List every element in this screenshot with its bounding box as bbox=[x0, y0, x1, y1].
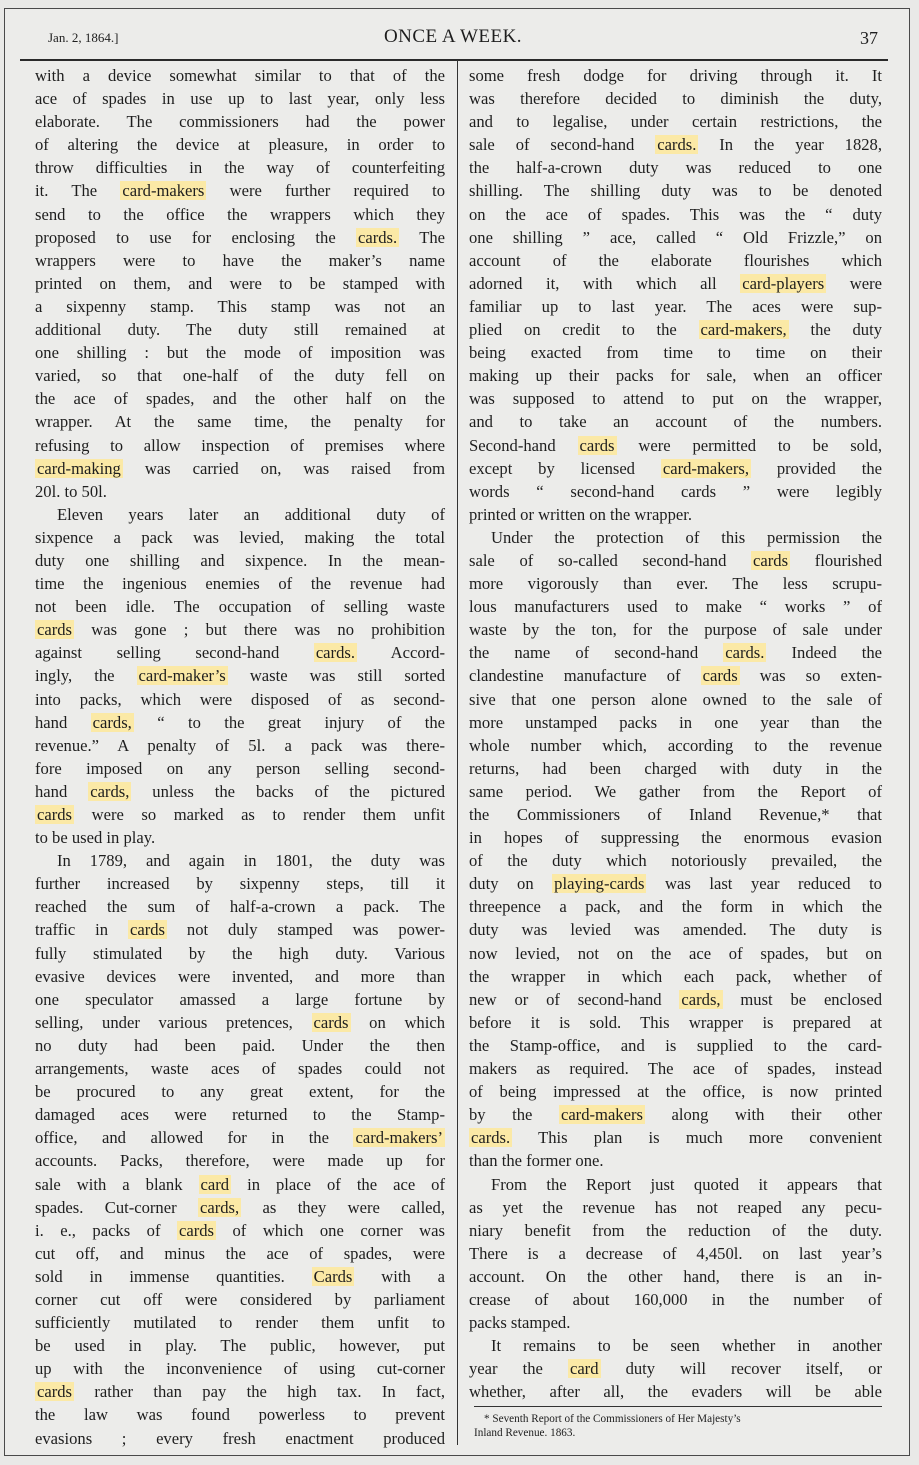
text-line: threepence a pack, and the form in which the bbox=[469, 897, 882, 917]
text-line: revenue.” A penalty of 5l. a pack was there- bbox=[35, 735, 445, 755]
text-line: sold in immense quantities. Cards with a bbox=[35, 1266, 445, 1286]
text-line: printed or written on the wrapper. bbox=[469, 504, 693, 524]
text-line: be procured to any great extent, for the bbox=[35, 1082, 445, 1102]
text-line: plied on credit to the card-makers, the duty bbox=[469, 320, 883, 340]
text-line: ace of spades in use up to last year, only less bbox=[35, 89, 445, 109]
text-line: evasions ; every fresh enactment produced bbox=[35, 1428, 445, 1448]
text-line: no duty had been paid. Under the then bbox=[35, 1035, 445, 1055]
highlighted-term[interactable]: cards, bbox=[92, 712, 132, 732]
text-line: one shilling ” ace, called “ Old Frizzle,” on bbox=[469, 227, 882, 247]
text-line: new or of second-hand cards, must be enclosed bbox=[469, 989, 883, 1009]
left-column bbox=[35, 64, 445, 1450]
highlighted-term[interactable]: card-makers bbox=[122, 181, 205, 201]
text-line: some fresh dodge for driving through it. It bbox=[469, 66, 882, 85]
highlighted-term[interactable]: card-makers bbox=[560, 1105, 643, 1125]
text-line: refusing to allow inspection of premises where bbox=[35, 435, 445, 455]
text-line: additional duty. The duty still remained at bbox=[35, 320, 445, 340]
text-line: year the card duty will recover itself, or bbox=[469, 1359, 883, 1379]
highlighted-term[interactable]: cards bbox=[579, 435, 615, 455]
text-line: the name of second-hand cards. Indeed the bbox=[469, 643, 882, 663]
highlighted-term[interactable]: cards, bbox=[199, 1197, 240, 1217]
text-line: elaborate. The commissioners had the power bbox=[35, 112, 445, 132]
text-line: hand cards, “ to the great injury of the bbox=[35, 712, 446, 732]
text-line: spades. Cut-corner cards, as they were called, bbox=[35, 1197, 445, 1217]
highlighted-term[interactable]: cards bbox=[753, 550, 789, 570]
text-line: In 1789, and again in 1801, the duty was bbox=[57, 851, 445, 871]
text-line: the law was found powerless to prevent bbox=[35, 1405, 445, 1425]
text-line: before it is sold. This wrapper is prepared at bbox=[469, 1012, 882, 1032]
footnote-line: * Seventh Report of the Commissioners of Her Majesty’s bbox=[484, 1413, 741, 1425]
text-line: arrangements, waste aces of spades could not bbox=[35, 1059, 445, 1079]
text-line: lous manufacturers used to make “ works ” of bbox=[469, 597, 882, 617]
text-line: sale of so-called second-hand cards flourished bbox=[469, 550, 882, 570]
text-line: familiar up to last year. The aces were sup- bbox=[469, 296, 882, 316]
text-line: cards. This plan is much more convenient bbox=[471, 1128, 882, 1148]
highlighted-term[interactable]: cards bbox=[179, 1220, 215, 1240]
text-line: and to take an account of the numbers. bbox=[469, 412, 882, 432]
text-line: on the ace of spades. This was the “ duty bbox=[469, 204, 882, 224]
highlighted-term[interactable]: cards, bbox=[90, 781, 130, 801]
highlighted-term[interactable]: cards. bbox=[725, 643, 765, 663]
text-line: sale with a blank card in place of the ace of bbox=[35, 1174, 445, 1194]
text-line: office, and allowed for in the card-makers’ bbox=[35, 1128, 443, 1148]
text-line: as yet the revenue has not reaped any pecu- bbox=[469, 1197, 882, 1217]
text-line: traffic in cards not duly stamped was power- bbox=[35, 920, 446, 940]
highlighted-term[interactable]: cards. bbox=[358, 227, 398, 247]
text-line: i. e., packs of cards of which one corner was bbox=[35, 1220, 445, 1240]
highlighted-term[interactable]: card-making bbox=[37, 458, 121, 478]
text-line: send to the office the wrappers which they bbox=[35, 204, 445, 224]
text-line: one speculator amassed a large fortune by bbox=[35, 989, 445, 1009]
highlighted-term[interactable]: cards bbox=[129, 920, 165, 940]
text-line: against selling second-hand cards. Accord- bbox=[35, 643, 445, 663]
text-line: Eleven years later an additional duty of bbox=[57, 504, 445, 524]
text-line: accounts. Packs, therefore, were made up for bbox=[35, 1151, 445, 1171]
text-line: not been idle. The occupation of selling waste bbox=[35, 597, 445, 617]
text-line: of the duty which notoriously prevailed, the bbox=[469, 851, 882, 871]
text-line: being exacted from time to time on their bbox=[469, 343, 882, 363]
highlighted-term[interactable]: card bbox=[200, 1174, 230, 1194]
highlighted-term[interactable]: cards. bbox=[471, 1128, 511, 1148]
text-line: one shilling : but the mode of imposition was bbox=[35, 343, 445, 363]
text-line: sive that one person alone owned to the sale of bbox=[469, 689, 882, 709]
text-line: Under the protection of this permission the bbox=[491, 527, 882, 547]
text-line: wrapper. At the same time, the penalty for bbox=[35, 412, 445, 432]
text-line: up with the inconvenience of using cut-corner bbox=[35, 1359, 445, 1379]
highlighted-term[interactable]: cards, bbox=[681, 989, 721, 1009]
highlighted-term[interactable]: card-makers’ bbox=[355, 1128, 443, 1148]
text-line: corner cut off were considered by parliament bbox=[35, 1289, 445, 1309]
text-line: be used in play. The public, however, put bbox=[35, 1336, 445, 1356]
text-line: the Commissioners of Inland Revenue,* that bbox=[469, 805, 882, 824]
publication-title: ONCE A WEEK. bbox=[383, 26, 523, 47]
text-line: adorned it, with which all card-players were bbox=[469, 273, 882, 293]
text-line: evasive devices were invented, and more than bbox=[35, 966, 445, 986]
text-line: 20l. to 50l. bbox=[35, 481, 107, 501]
text-line: the ace of spades, and the other half on the bbox=[35, 389, 445, 409]
text-line: From the Report just quoted it appears that bbox=[491, 1174, 882, 1194]
footnote-rule bbox=[474, 1406, 882, 1407]
text-line: time the ingenious enemies of the revenue had bbox=[35, 574, 445, 594]
highlighted-term[interactable]: cards bbox=[37, 805, 73, 824]
text-line: cut off, and minus the ace of spades, were bbox=[35, 1243, 445, 1263]
text-line: by the card-makers along with their other bbox=[469, 1105, 882, 1125]
highlighted-term[interactable]: card-makers, bbox=[700, 320, 787, 340]
text-line: sixpence a pack was levied, making the total bbox=[35, 527, 445, 547]
text-line: reached the sum of half-a-crown a pack. The bbox=[35, 897, 445, 917]
text-line: proposed to use for enclosing the cards. The bbox=[35, 227, 445, 247]
footnote bbox=[474, 1412, 884, 1440]
text-line: was supposed to attend to put on the wrapper, bbox=[469, 389, 882, 409]
text-line: fore imposed on any person selling second- bbox=[35, 758, 445, 778]
text-line: than the former one. bbox=[469, 1151, 604, 1171]
text-line: of altering the device at pleasure, in order to bbox=[35, 135, 445, 155]
text-line: printed on them, and were to be stamped with bbox=[35, 273, 445, 293]
text-line: hand cards, unless the backs of the pictured bbox=[35, 781, 445, 801]
highlighted-term[interactable]: card-makers, bbox=[662, 458, 749, 478]
text-line: wrappers were to have the maker’s name bbox=[35, 250, 445, 270]
text-line: a sixpenny stamp. This stamp was not an bbox=[35, 296, 445, 316]
text-line: whether, after all, the evaders will be able bbox=[469, 1382, 882, 1402]
text-line: card-making was carried on, was raised from bbox=[37, 458, 445, 478]
text-line: the wrapper in which each pack, whether of bbox=[469, 966, 882, 986]
highlighted-term[interactable]: playing-cards bbox=[554, 874, 645, 894]
text-line: duty on playing-cards was last year reduced to bbox=[469, 874, 882, 894]
text-line: makers as required. The ace of spades, instead bbox=[469, 1059, 882, 1079]
highlighted-term[interactable]: cards bbox=[37, 1382, 73, 1402]
text-line: with a device somewhat similar to that of the bbox=[35, 66, 445, 85]
right-column bbox=[469, 64, 882, 1403]
text-line: was therefore decided to diminish the duty, bbox=[469, 89, 882, 109]
text-line: ingly, the card-maker’s waste was still sorted bbox=[35, 666, 445, 686]
text-line: damaged aces were returned to the Stamp- bbox=[35, 1105, 445, 1125]
text-line: now levied, not on the ace of spades, but on bbox=[469, 943, 882, 963]
running-header bbox=[20, 8, 886, 56]
page-number: 37 bbox=[860, 28, 878, 48]
text-line: shilling. The shilling duty was to be denoted bbox=[469, 181, 882, 201]
highlighted-term[interactable]: cards bbox=[37, 620, 73, 640]
text-line: Second-hand cards were permitted to be sold, bbox=[469, 435, 883, 455]
text-line: whole number which, according to the revenue bbox=[469, 735, 882, 755]
text-line: of being impressed at the office, is now printed bbox=[469, 1082, 882, 1102]
text-line: returns, had been charged with duty in the bbox=[469, 758, 882, 778]
text-line: words “ second-hand cards ” were legibly bbox=[469, 481, 882, 501]
text-line: sufficiently mutilated to render them unfit to bbox=[35, 1313, 445, 1333]
text-line: same period. We gather from the Report of bbox=[469, 781, 882, 801]
highlighted-term[interactable]: cards bbox=[313, 1012, 349, 1032]
highlighted-term[interactable]: cards. bbox=[315, 643, 355, 663]
highlighted-term[interactable]: cards. bbox=[657, 135, 697, 155]
text-line: the Stamp-office, and is supplied to the card- bbox=[469, 1035, 882, 1055]
highlighted-term[interactable]: card-maker’s bbox=[138, 666, 226, 686]
issue-date: Jan. 2, 1864.] bbox=[48, 30, 119, 45]
footnote-line: Inland Revenue. 1863. bbox=[474, 1427, 576, 1439]
column-divider bbox=[457, 60, 458, 1445]
text-line: clandestine manufacture of cards was so exten- bbox=[469, 666, 882, 686]
text-line: to be used in play. bbox=[35, 828, 156, 848]
text-line: throw difficulties in the way of counterfeiting bbox=[35, 158, 445, 178]
text-line: into packs, which were disposed of as second- bbox=[35, 689, 445, 709]
text-line: sale of second-hand cards. In the year 1828, bbox=[469, 135, 882, 155]
text-line: in hopes of suppressing the enormous evasion bbox=[469, 828, 882, 848]
text-line: duty was levied was amended. The duty is bbox=[469, 920, 882, 940]
text-line: waste by the ton, for the purpose of sale under bbox=[469, 620, 882, 640]
highlighted-term[interactable]: cards bbox=[702, 666, 738, 686]
text-line: and to legalise, under certain restrictions, the bbox=[469, 112, 882, 132]
text-line: making up their packs for sale, when an officer bbox=[469, 366, 882, 386]
text-line: selling, under various pretences, cards on which bbox=[35, 1012, 445, 1032]
text-line: packs stamped. bbox=[469, 1313, 571, 1333]
text-line: varied, so that one-half of the duty fell on bbox=[35, 366, 445, 386]
text-line: except by licensed card-makers, provided the bbox=[469, 458, 882, 478]
text-line: more vigorously than ever. The less scrupu- bbox=[469, 574, 882, 594]
text-line: it. The card-makers were further required to bbox=[35, 181, 445, 201]
text-line: cards was gone ; but there was no prohibition bbox=[37, 620, 445, 640]
text-line: fully stimulated by the high duty. Various bbox=[35, 943, 445, 963]
text-line: cards were so marked as to render them unfit bbox=[37, 805, 445, 824]
text-line: account. On the other hand, there is an in- bbox=[469, 1266, 882, 1286]
text-line: the half-a-crown duty was reduced to one bbox=[469, 158, 882, 178]
highlighted-term[interactable]: card bbox=[569, 1359, 599, 1379]
text-line: It remains to be seen whether in another bbox=[491, 1336, 882, 1356]
text-line: further increased by sixpenny steps, till it bbox=[35, 874, 445, 894]
highlighted-term[interactable]: Cards bbox=[313, 1266, 353, 1286]
text-line: niary benefit from the reduction of the duty. bbox=[469, 1220, 882, 1240]
text-line: account of the elaborate flourishes which bbox=[469, 250, 882, 270]
highlighted-term[interactable]: card-players bbox=[742, 273, 825, 293]
text-line: duty one shilling and sixpence. In the mean- bbox=[35, 550, 445, 570]
header-rule bbox=[20, 59, 888, 61]
text-line: crease of about 160,000 in the number of bbox=[469, 1289, 882, 1309]
text-line: cards rather than pay the high tax. In fact, bbox=[37, 1382, 445, 1402]
text-line: There is a decrease of 4,450l. on last year’s bbox=[469, 1243, 882, 1263]
text-line: more unstamped packs in one year than the bbox=[469, 712, 882, 732]
